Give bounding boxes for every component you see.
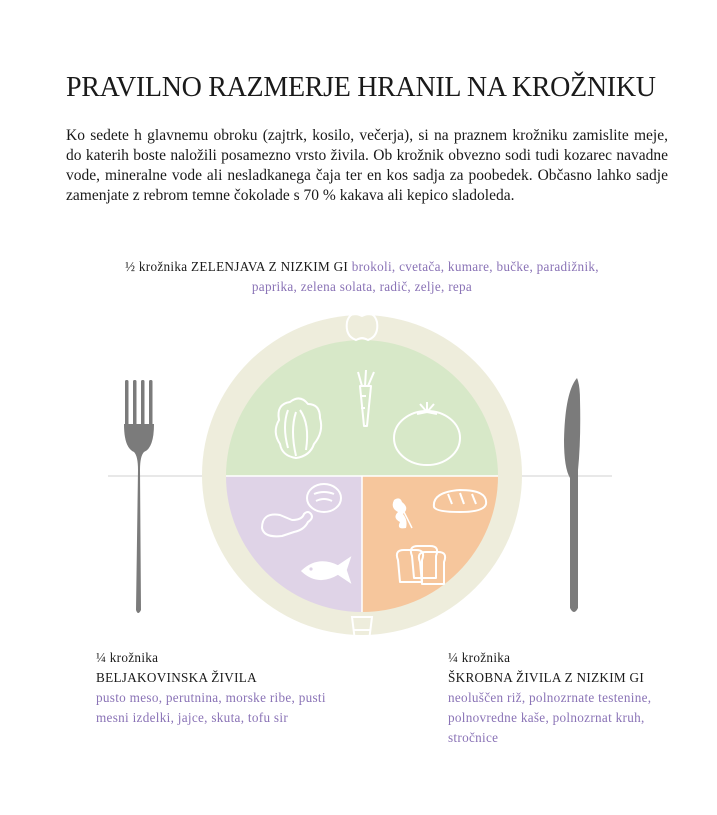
protein-category: BELJAKOVINSKA ŽIVILA [96, 670, 257, 685]
protein-examples: pusto meso, perutnina, morske ribe, pusti mesni izdelki, jajce, skuta, tofu sir [96, 690, 326, 725]
vegetables-fraction: ½ krožnika ZELENJAVA Z NIZKIM GI [125, 259, 349, 274]
vegetables-examples: brokoli, cvetača, kumare, bučke, paradižnik, paprika, zelena solata, radič, zelje, repa [251, 259, 599, 294]
protein-fraction: ¼ krožnika [96, 650, 159, 665]
intro-paragraph: Ko sedete h glavnemu obroku (zajtrk, kosilo, večerja), si na praznem krožniku zamislite meje, do katerih boste naložili posamezno vrsto živila. Ob krožnik obvezno sodi tudi kozarec navadne vode, mineralne vode ali nesladkanega čaja ter en kos sadja za poobedek. Občasno lahko sadje zamenjate z rebrom temne čokolade s 70 % kakava ali kepico sladoleda. [66, 127, 668, 204]
vegetables-caption [112, 257, 612, 297]
starch-fraction: ¼ krožnika [448, 650, 511, 665]
protein-caption [96, 648, 336, 728]
starch-section [362, 476, 498, 612]
fork-icon [124, 380, 154, 613]
starch-caption [448, 648, 688, 748]
starch-category: ŠKROBNA ŽIVILA Z NIZKIM GI [448, 670, 645, 685]
starch-examples: neoluščen riž, polnozrnate testenine, polnovredne kaše, polnozrnat kruh, stročnice [448, 690, 652, 745]
knife-icon [564, 378, 580, 612]
page-title: PRAVILNO RAZMERJE HRANIL NA KROŽNIKU [66, 72, 656, 103]
